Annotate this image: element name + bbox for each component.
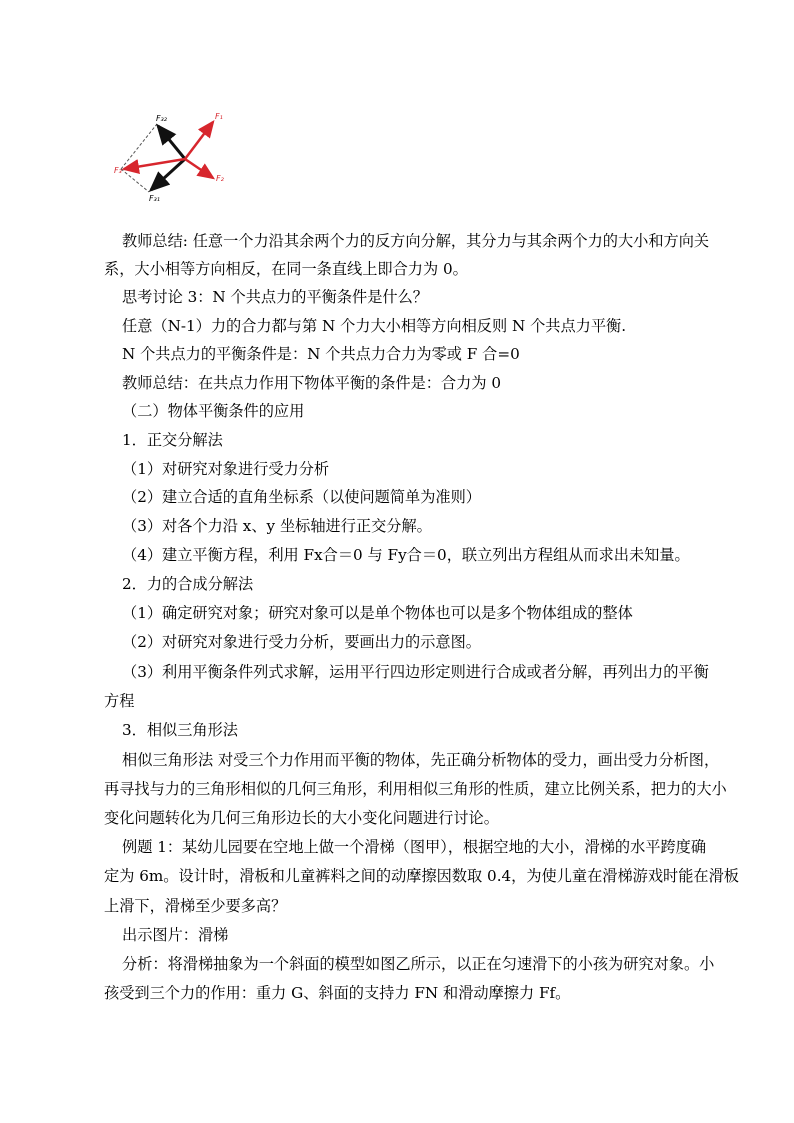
section-heading: （二）物体平衡条件的应用 [122,402,305,420]
method-heading: 3．相似三角形法 [122,721,238,739]
example-line: 上滑下，滑梯至少要多高？ [104,897,287,915]
paragraph-line: 任意（N-1）力的合力都与第 N 个力大小相等方向相反则 N 个共点力平衡. [122,317,627,335]
step-line: （2）对研究对象进行受力分析，要画出力的示意图。 [122,633,481,651]
force-f1-arrow [185,122,213,159]
method-heading: 1．正交分解法 [122,431,223,449]
force-decomposition-figure [109,106,241,214]
dashed-side-upper [121,124,157,169]
example-line: 定为 6m。设计时，滑板和儿童裤料之间的动摩擦因数取 0.4，为使儿童在滑梯游戏时能在滑板 [104,867,739,885]
dashed-side-lower [121,169,149,192]
analysis-line: 孩受到三个力的作用：重力 G、斜面的支持力 FN 和滑动摩擦力 Ff。 [104,984,571,1002]
paragraph-line: 再寻找与力的三角形相似的几何三角形，利用相似三角形的性质，建立比例关系，把力的大小 [104,780,727,798]
paragraph-line: 教师总结：在共点力作用下物体平衡的条件是：合力为 0 [122,374,501,392]
step-line: （3）利用平衡条件列式求解，运用平行四边形定则进行合成或者分解，再列出力的平衡 [122,663,709,681]
paragraph-line: 出示图片：滑梯 [122,926,229,944]
paragraph-line: 系，大小相等方向相反，在同一条直线上即合力为 0。 [104,260,468,278]
label-f32: F₃₂ [156,114,168,123]
method-heading: 2．力的合成分解法 [122,575,254,593]
label-f1: F₁ [215,112,223,121]
paragraph-line: 教师总结: 任意一个力沿其余两个力的反方向分解，其分力与其余两个力的大小和方向关 [122,232,710,250]
force-diagram [109,106,241,214]
step-line: （1）对研究对象进行受力分析 [122,460,330,478]
paragraph-line: N 个共点力的平衡条件是：N 个共点力合力为零或 F 合=0 [122,345,520,363]
force-f32-arrow [158,126,185,159]
step-line: （2）建立合适的直角坐标系（以使问题简单为准则） [122,488,481,506]
step-line: （3）对各个力沿 x、y 坐标轴进行正交分解。 [122,517,432,535]
force-f2-arrow [185,159,213,178]
paragraph-line: 变化问题转化为几何三角形边长的大小变化问题进行讨论。 [104,809,499,827]
step-line: （4）建立平衡方程，利用 Fx合＝0 与 Fy合＝0，联立列出方程组从而求出未知量。 [122,546,690,564]
paragraph-line: 相似三角形法 对受三个力作用而平衡的物体，先正确分析物体的受力，画出受力分析图， [122,751,720,769]
analysis-line: 分析：将滑梯抽象为一个斜面的模型如图乙所示，以正在匀速滑下的小孩为研究对象。小 [122,955,715,973]
step-line: （1）确定研究对象；研究对象可以是单个物体也可以是多个物体组成的整体 [122,604,633,622]
paragraph-line: 思考讨论 3：N 个共点力的平衡条件是什么？ [122,288,428,306]
label-f2: F₂ [216,174,224,183]
example-line: 例题 1：某幼儿园要在空地上做一个滑梯（图甲），根据空地的大小，滑梯的水平跨度确 [122,838,707,856]
step-line: 方程 [104,692,135,710]
label-f31: F₃₁ [149,194,161,203]
label-f3: F₃ [114,166,122,175]
